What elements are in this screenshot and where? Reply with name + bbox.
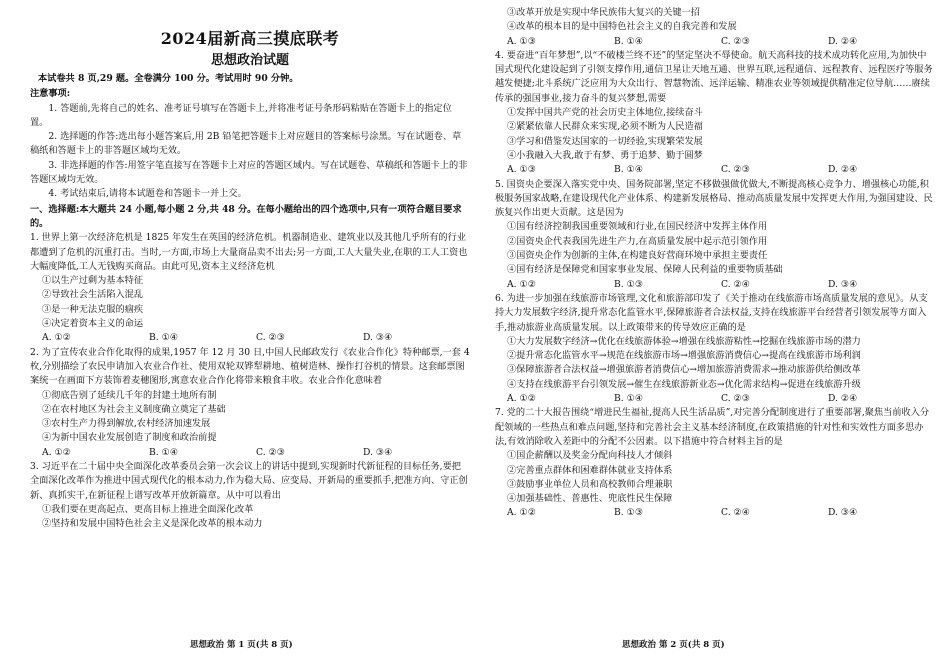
- note-item: 2. 选择题的作答:选出每小题答案后,用 2B 铅笔把答题卡上对应题目的答案标号涂黑。写在试题卷、草稿纸和答题卡上的非答题区域均无效。: [30, 131, 462, 157]
- page-1-footer: 思想政治 第 1 页(共 8 页): [190, 640, 293, 650]
- question-item: ①以生产过剩为基本特征: [42, 275, 144, 287]
- answer-choice: A. ①②: [507, 393, 536, 405]
- question-stem: 7. 党的二十大报告围绕“增进民生福祉,提高人民生活品质”,对完善分配制度进行了重要部署,聚焦当前收入分配领域的一些热点和难点问题,坚持和完善社会主义基本经济制度,在政策措施的针对性和实效性方面多思办法,有效消除收入差距中的分配不公因素。以下措施中符合材料主旨的是: [495, 407, 930, 447]
- question-stem: 4. 要奋进“百年梦想”,以“不破楼兰终不还”的坚定坚决不辱使命。航天高科技的技术成功转化应用,为加快中国式现代化建设起到了引领支撑作用,通信卫星让天地互通、世界互联,远程通信、远程教育、远程医疗等服务越发便捷;北斗系统广泛应用为大众出行、智慧物流、远洋运输、精准农业等领域提供精准定位导航……赓续传承的强国事业,接力奋斗的复兴梦想,需要: [495, 49, 933, 104]
- question-item: ④支持在线旅游平台引领发展→催生在线旅游新业态→优化需求结构→促进在线旅游升级: [507, 378, 861, 390]
- answer-choice: C. ②④: [721, 507, 751, 519]
- answer-choice: D. ②④: [828, 35, 858, 47]
- question-item: ①国企薪酬以及奖金分配向科技人才倾斜: [507, 450, 673, 462]
- page-2-column: [495, 6, 935, 521]
- answer-choice: A. ①②: [42, 446, 71, 458]
- note-item: 3. 非选择题的作答:用签字笔直接写在答题卡上对应的答题区域内。写在试题卷、草稿纸和答题卡上的非答题区域均无效。: [30, 159, 468, 186]
- notes-heading: 注意事项:: [30, 88, 71, 100]
- answer-choices: [495, 163, 935, 177]
- question-stem: 5. 国资央企要深入落实党中央、国务院部署,坚定不移做强做优做大,不断提高核心竞争力、增强核心功能,积极服务国家战略,在建设现代化产业体系、构建新发展格局、推动高质量发展中发挥更大作用,为强国建设、民族复兴作出更大贡献。这是因为: [495, 178, 933, 219]
- question-4: [495, 49, 935, 178]
- answer-choice: B. ①④: [614, 164, 644, 176]
- question-7: [495, 406, 935, 520]
- question-item: ①彻底告别了延续几千年的封建土地所有制: [42, 389, 217, 401]
- question-item: ③是一种无法克服的痼疾: [42, 303, 144, 315]
- answer-choice: A. ①③: [507, 164, 536, 176]
- note-item: 4. 考试结束后,请将本试题卷和答题卡一并上交。: [48, 188, 247, 200]
- question-item: ③学习和借鉴发达国家的一切经验,实现繁荣发展: [507, 135, 703, 147]
- answer-choice: D. ②④: [828, 164, 858, 176]
- answer-choices: [495, 278, 935, 292]
- question-item: ③保障旅游者合法权益→增强旅游者消费信心→增加旅游消费需求→推动旅游供给侧改革: [507, 364, 861, 376]
- question-item: ④改革的根本目的是中国特色社会主义的自我完善和发展: [507, 21, 737, 33]
- answer-choice: C. ②③: [721, 164, 751, 176]
- question-item: ④小我融入大我,敢于有梦、勇于追梦、勤于圆梦: [507, 149, 703, 161]
- answer-choice: A. ①③: [507, 35, 536, 47]
- question-3: [30, 460, 470, 531]
- answer-choice: C. ②④: [721, 278, 751, 290]
- answer-choice: D. ③④: [828, 278, 858, 290]
- answer-choices: [30, 446, 470, 460]
- question-item: ②在农村地区为社会主义制度确立奠定了基础: [42, 403, 226, 415]
- answer-choice: B. ①④: [614, 393, 644, 405]
- answer-choice: C. ②③: [256, 332, 286, 344]
- question-item: ③农村生产力得到解放,农村经济加速发展: [42, 418, 211, 430]
- question-item: ②完善重点群体和困难群体就业支持体系: [507, 464, 673, 476]
- question-stem: 1. 世界上第一次经济危机是 1825 年发生在英国的经济危机。机器制造业、建筑业以及其他几乎所有的行业都遭到了危机的沉重打击。当时,一方面,市场上大量商品卖不出去;另一方面,工人大量失业,在职的工人工资也大幅度降低,工人无钱购买商品。由此可见,资本主义经济危机: [30, 232, 468, 272]
- answer-choice: B. ①③: [614, 278, 644, 290]
- answer-choice: C. ②③: [721, 35, 751, 47]
- exam-info: 本试卷共 8 页,29 题。全卷满分 100 分。考试用时 90 分钟。: [38, 73, 299, 84]
- answer-choice: A. ①②: [507, 507, 536, 519]
- exam-subtitle: 思想政治试题: [210, 53, 289, 68]
- question-6: [495, 292, 935, 406]
- question-stem: 2. 为了宣传农业合作化取得的成果,1957 年 12 月 30 日,中国人民邮政发行《农业合作化》特种邮票,一套 4 枚,分别描绘了农民申请加入农业合作社、使用双轮双铧犁耕地、植树造林、操作打谷机的情景。这套邮票图案统一在画面下方装饰着麦穗图形,寓意农业合作化将带来粮食丰收。农业合作化意味着: [30, 346, 470, 387]
- answer-choice: D. ③④: [828, 507, 858, 519]
- question-item: ④加强基础性、普惠性、兜底性民生保障: [507, 493, 673, 505]
- question-item: ②提升常态化监管水平→规范在线旅游市场→增强旅游消费信心→提高在线旅游市场利润: [507, 350, 861, 362]
- answer-choice: D. ②④: [828, 393, 858, 405]
- page-1-column: [30, 0, 470, 532]
- question-stem: 3. 习近平在二十届中央全面深化改革委员会第一次会议上的讲话中提到,实现新时代新征程的目标任务,要把全面深化改革作为推进中国式现代化的根本动力,作为稳大局、应变局、开新局的重要抓手,把准方向、守正创新、真抓实干,在新征程上谱写改革开放新篇章。从中可以看出: [30, 461, 468, 501]
- question-item: ①大力发展数字经济→优化在线旅游体验→增强在线旅游粘性→挖掘在线旅游市场的潜力: [507, 335, 861, 347]
- answer-choice: B. ①③: [614, 507, 644, 519]
- question-stem: 6. 为进一步加强在线旅游市场管理,文化和旅游部印发了《关于推动在线旅游市场高质量发展的意见》。从支持大力发展数字经济,提升常态化监管水平,保障旅游者合法权益,支持在线旅游平台经营者引领发展等方面入手,推动旅游业高质量发展。以上政策带来的传导效应正确的是: [495, 292, 928, 333]
- answer-choice: D. ③④: [363, 446, 393, 458]
- exam-title: 2024届新高三摸底联考: [160, 29, 340, 48]
- question-item: ③国资央企作为创新的主体,在构建良好营商环境中承担主要责任: [507, 250, 768, 262]
- question-item: ④国有经济是保障党和国家事业发展、保障人民利益的重要物质基础: [507, 264, 783, 276]
- question-item: ①我们要在更高起点、更高目标上推进全面深化改革: [42, 503, 254, 515]
- question-item: ②紧紧依靠人民群众来实现,必须不断为人民造福: [507, 121, 703, 133]
- answer-choice: B. ①④: [149, 446, 179, 458]
- answer-choices: [30, 331, 470, 345]
- answer-choice: C. ②③: [256, 446, 286, 458]
- question-item: ④决定着资本主义的命运: [42, 318, 144, 330]
- question-1: [30, 231, 470, 345]
- answer-choice: D. ③④: [363, 332, 393, 344]
- answer-choice: B. ①④: [149, 332, 179, 344]
- answer-choice: A. ①②: [507, 278, 536, 290]
- question-item: ③鼓励事业单位人员和高校教师合理兼职: [507, 478, 673, 490]
- question-item: ①国有经济控制我国重要领域和行业,在国民经济中发挥主体作用: [507, 221, 768, 233]
- question-item: ①发挥中国共产党的社会历史主体地位,接续奋斗: [507, 107, 703, 119]
- note-item: 1. 答题前,先将自己的姓名、准考证号填写在答题卡上,并将准考证号条形码粘贴在答题卡上的指定位置。: [30, 102, 452, 128]
- question-item: ③改革开放是实现中华民族伟大复兴的关键一招: [507, 7, 700, 18]
- question-2: [30, 346, 470, 460]
- answer-choice: B. ①④: [614, 35, 644, 47]
- page-2-footer: 思想政治 第 2 页(共 8 页): [622, 640, 725, 650]
- answer-choices: [495, 506, 935, 520]
- question-5: [495, 178, 935, 292]
- answer-choice: C. ②③: [721, 393, 751, 405]
- question-item: ④为新中国农业发展创造了制度和政治前提: [42, 432, 217, 444]
- question-item: ②国资央企代表我国先进生产力,在高质量发展中起示范引领作用: [507, 235, 768, 247]
- question-3-continued: [495, 6, 935, 49]
- question-item: ②坚持和发展中国特色社会主义是深化改革的根本动力: [42, 518, 263, 530]
- section-heading: 一、选择题:本大题共 24 小题,每小题 2 分,共 48 分。在每小题给出的四个选项中,只有一项符合题目要求的。: [30, 203, 462, 229]
- answer-choices: [495, 392, 935, 406]
- question-item: ②导致社会生活陷入混乱: [42, 289, 144, 301]
- answer-choices: [495, 35, 935, 49]
- answer-choice: A. ①②: [42, 332, 71, 344]
